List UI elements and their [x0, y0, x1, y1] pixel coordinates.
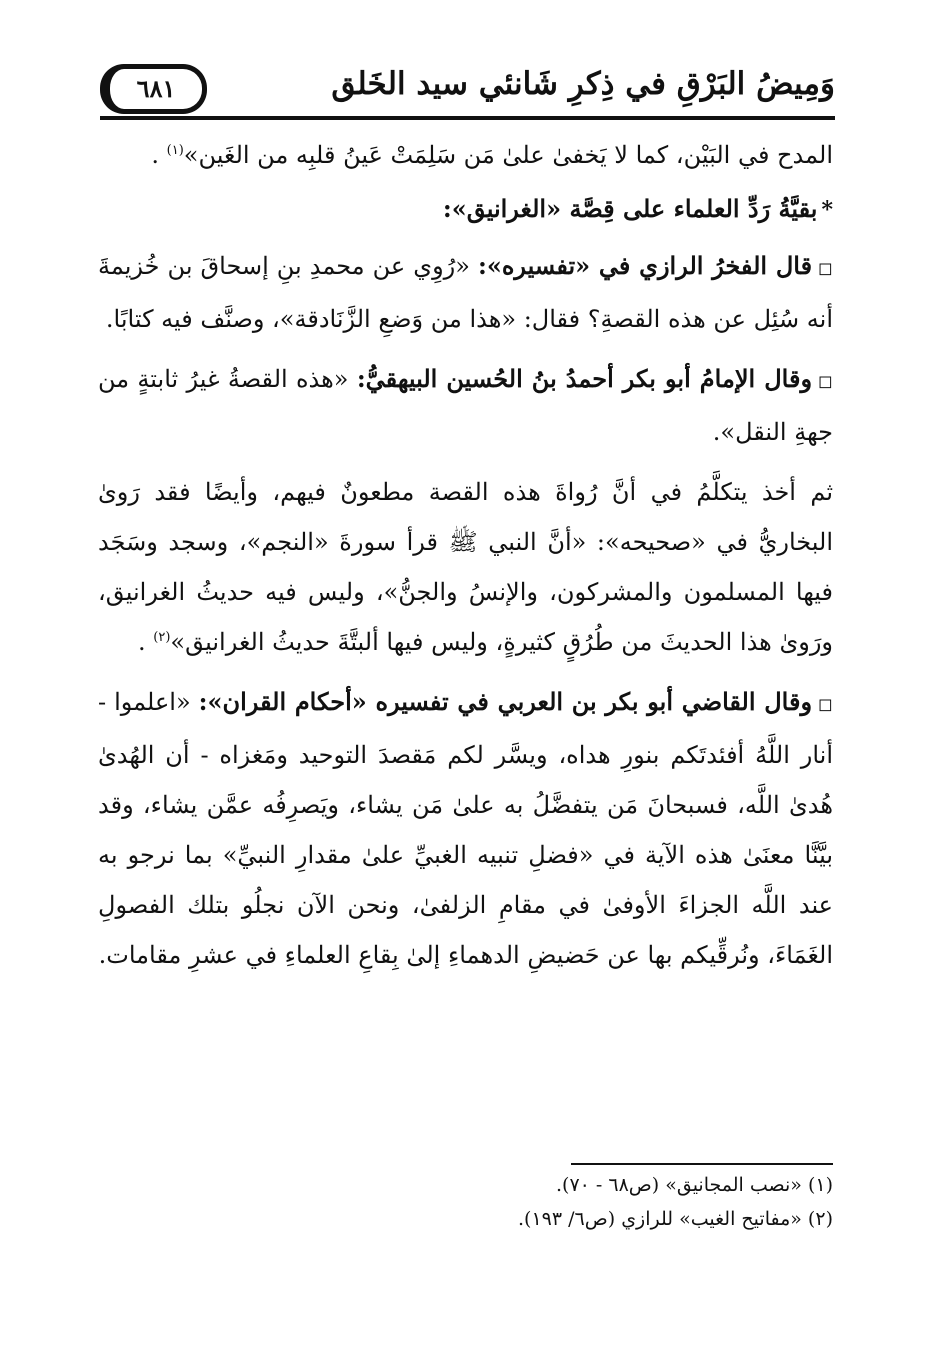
razi-text: «رُوِي عن محمدِ بنِ إسحاقَ بن خُزيمةَ أنه سُئِل عن هذه القصةِ؟ فقال: «هذا من وَضعِ الزَّنَادقة»، وصنَّف فيه كتابًا. — [98, 252, 833, 333]
ibn-arabi-lead: وقال القاضي أبو بكر بن العربي في تفسيره «أحكام القران»: — [198, 687, 813, 716]
paragraph-intro: المدح في البَيْن، كما لا يَخفىٰ علىٰ مَن سَلِمَتْ عَينُ قلبِه من الغَين»$^{(١)}$ . — [151, 141, 833, 169]
running-title: وَمِيضُ البَرْقِ في ذِكرِ شَانئي سيد الخَلق — [331, 66, 835, 102]
box-bullet-icon: ◻ — [818, 694, 833, 715]
bayhaqi-lead: وقال الإمامُ أبو بكر أحمدُ بنُ الحُسين البيهقيُّ: — [356, 364, 813, 393]
footnote-1: (١) «نصب المجانيق» (ص٦٨ - ٧٠). — [556, 1174, 833, 1196]
intro-text: المدح في البَيْن، كما لا يَخفىٰ علىٰ مَن سَلِمَتْ عَينُ قلبِه من الغَين» — [183, 141, 833, 169]
asterisk-icon: * — [821, 197, 833, 223]
paragraph-razi — [98, 241, 833, 344]
footnote-ref-1: (١) — [166, 143, 184, 158]
page-number: ٦٨١ — [100, 64, 207, 114]
header-rule — [100, 116, 835, 120]
section-heading — [98, 184, 833, 235]
paragraph-bayhaqi — [98, 354, 833, 457]
footnote-ref-2: (٢) — [153, 630, 171, 645]
paragraph-bukhari: ثم أخذ يتكلَّمُ في أنَّ رُواةَ هذه القصة مطعونٌ فيهم، وأيضًا فقد رَوىٰ البخاريُّ في «صحيحه»: «أنَّ النبي ﷺ قرأ سورةَ «النجم»، وسجد وسَجَد فيها المسلمون والمشركون، والإنسُ والجنُّ»، وليس فيه حديثُ الغرانيق، ورَوىٰ هذا الحديثَ من طُرُقٍ كثيرةٍ، وليس فيها ألبتَّةَ حديثُ الغرانيق»$^{(٢)}$ . — [98, 478, 833, 656]
box-bullet-icon: ◻ — [818, 371, 833, 392]
footnote-rule — [571, 1163, 833, 1165]
ibn-arabi-text: «اعلموا - أنار اللَّهُ أفئدتَكم بنورِ هداه، ويسَّر لكم مَقصدَ التوحيد ومَغزاه - أن الهُدىٰ هُدىٰ اللَّه، فسبحانَ مَن يتفضَّلُ به علىٰ مَن يشاء، ويَصرِفُه عمَّن يشاء، وقد بيَّنَّا معنَىٰ هذه الآية في «فضلِ تنبيه الغبيِّ علىٰ مقدارِ النبيِّ» بما نرجو به عند اللَّه الجزاءَ الأوفىٰ في مقامِ الزلفىٰ، ونحن الآن نجلُو بتلك الفصولِ الغَمَاءَ، ونُرقِّيكم بها عن حَضيضِ الدهماءِ إلىٰ بِقاعِ العلماءِ في عشرِ مقامات. — [98, 688, 833, 969]
page-header — [100, 56, 835, 120]
footnotes — [98, 1168, 833, 1236]
bayhaqi-text: «هذه القصةُ غيرُ ثابتةٍ من جهةِ النقل». — [98, 365, 833, 446]
footnote-2: (٢) «مفاتيح الغيب» للرازي (ص٦/ ١٩٣). — [518, 1208, 833, 1230]
razi-lead: قال الفخرُ الرازي في «تفسيره»: — [477, 251, 813, 280]
box-bullet-icon: ◻ — [818, 258, 833, 279]
heading-text: بقيَّةُ رَدِّ العلماء على قِصَّة «الغرانيق»: — [442, 194, 818, 223]
paragraph-ibn-arabi — [98, 677, 833, 980]
bukhari-text: ثم أخذ يتكلَّمُ في أنَّ رُواةَ هذه القصة مطعونٌ فيهم، وأيضًا فقد رَوىٰ البخاريُّ في «صحيحه»: «أنَّ النبي ﷺ قرأ سورةَ «النجم»، وسجد وسَجَد فيها المسلمون والمشركون، والإنسُ والجنُّ»، وليس فيه حديثُ الغرانيق، ورَوىٰ هذا الحديثَ من طُرُقٍ كثيرةٍ، وليس فيها ألبتَّةَ حديثُ الغرانيق» — [98, 478, 833, 656]
main-text — [98, 130, 833, 990]
